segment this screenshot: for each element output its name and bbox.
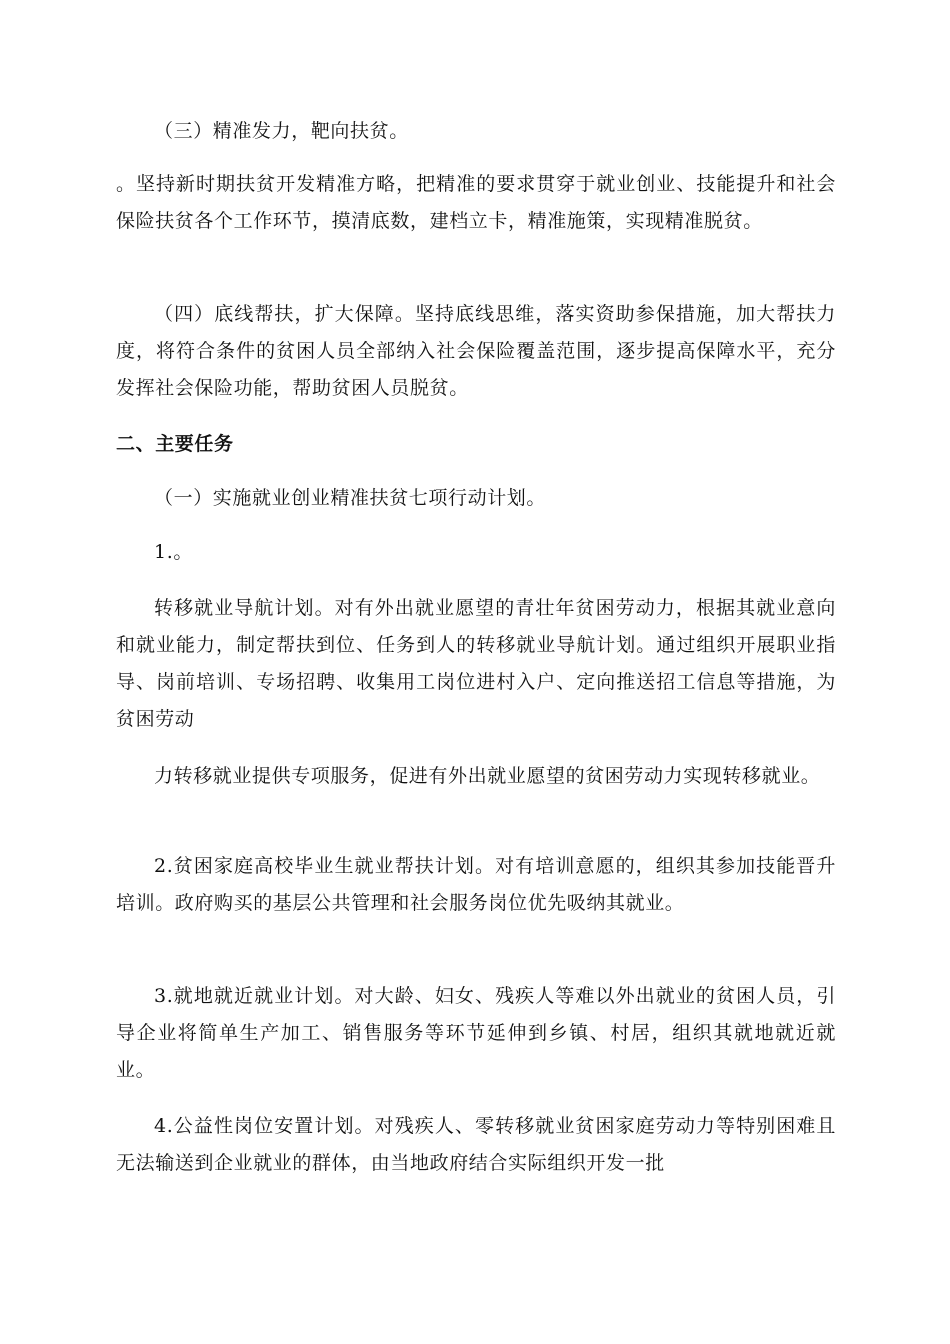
section-heading: 二、主要任务: [116, 433, 234, 455]
paragraph-7: 力转移就业提供专项服务，促进有外出就业愿望的贫困劳动力实现转移就业。: [154, 765, 821, 787]
paragraph-9: 3.就地就近就业计划。对大龄、妇女、残疾人等难以外出就业的贫困人员，引导企业将简单生产加工、销售服务等环节延伸到乡镇、村居，组织其就地就近就业。: [116, 985, 836, 1081]
paragraph-8: 2.贫困家庭高校毕业生就业帮扶计划。对有培训意愿的，组织其参加技能晋升培训。政府购买的基层公共管理和社会服务岗位优先吸纳其就业。: [116, 855, 836, 914]
paragraph-6: 转移就业导航计划。对有外出就业愿望的青壮年贫困劳动力，根据其就业意向和就业能力，制定帮扶到位、任务到人的转移就业导航计划。通过组织开展职业指导、岗前培训、专场招聘、收集用工岗位进村入户、定向推送招工信息等措施，为贫困劳动: [116, 597, 836, 730]
paragraph-1: （三）精准发力，靶向扶贫。: [154, 120, 409, 142]
paragraph-5: 1.。: [154, 541, 193, 563]
paragraph-2: 。坚持新时期扶贫开发精准方略，把精准的要求贯穿于就业创业、技能提升和社会保险扶贫各个工作环节，摸清底数，建档立卡，精准施策，实现精准脱贫。: [116, 173, 836, 232]
paragraph-3: （四）底线帮扶，扩大保障。坚持底线思维，落实资助参保措施，加大帮扶力度，将符合条件的贫困人员全部纳入社会保险覆盖范围，逐步提高保障水平，充分发挥社会保险功能，帮助贫困人员脱贫。: [116, 303, 836, 399]
paragraph-10: 4.公益性岗位安置计划。对残疾人、零转移就业贫困家庭劳动力等特别困难且无法输送到企业就业的群体，由当地政府结合实际组织开发一批: [116, 1115, 836, 1174]
paragraph-4: （一）实施就业创业精准扶贫七项行动计划。: [154, 487, 547, 509]
